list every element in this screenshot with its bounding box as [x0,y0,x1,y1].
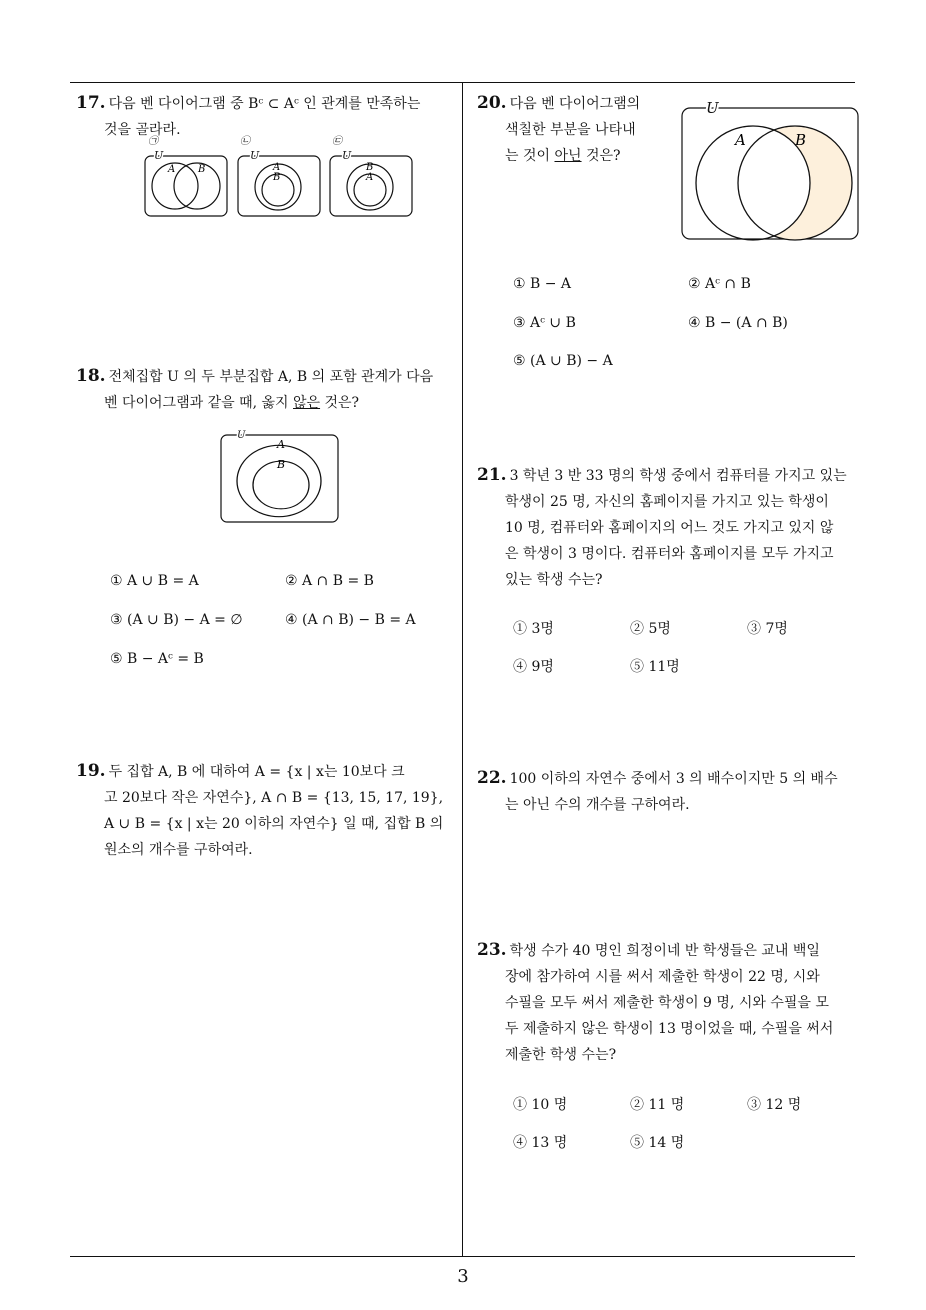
label-b: B [795,131,807,149]
label-a: A [735,131,746,149]
question-text: 학생 수가 40 명인 희정이네 반 학생들은 교내 백일 [509,943,820,959]
label-u: U [250,149,260,162]
question-text: 학생이 25 명, 자신의 홈페이지를 가지고 있는 학생이 [505,494,829,510]
label-a: A [168,164,176,175]
q20-venn-diagram [681,98,859,243]
label-b: B [277,458,286,471]
set-b-circle [174,163,220,209]
option-1[interactable]: ① 3명 [513,621,554,637]
emphasis-underline: 아닌 [554,148,582,164]
question-text: 두 집합 A, B 에 대하여 A = {x | x는 10보다 크 [108,764,405,780]
emphasis-underline: 않은 [293,395,321,411]
option-3[interactable]: ③ 7명 [747,621,788,637]
question-text: 전체집합 U 의 두 부분집합 A, B 의 포함 관계가 다음 [108,369,434,385]
label-u: U [237,430,246,441]
question-number: 19. [76,761,106,781]
page-number: 3 [457,1266,469,1287]
option-4[interactable]: ④ 13 명 [513,1135,568,1151]
question-text: 제출한 학생 수는? [505,1047,617,1063]
question-number: 18. [76,366,106,386]
question-number: 22. [477,768,507,788]
question-text: 두 제출하지 않은 학생이 13 명이었을 때, 수필을 써서 [505,1021,834,1037]
question-text: 있는 학생 수는? [505,572,603,588]
universal-set-box [145,156,227,216]
option-2[interactable]: ② 5명 [630,621,671,637]
question-text: 것을 골라라. [104,122,181,138]
option-2[interactable]: ② A ∩ B = B [285,573,374,589]
question-number: 17. [76,93,106,113]
question-20 [477,90,667,169]
label-a: A [277,438,285,451]
option-5[interactable]: ⑤ 11명 [630,659,680,675]
q17-venn-diagrams [140,130,430,225]
question-text: 색칠한 부분을 나타내 [505,122,636,138]
question-text: 것은? [581,148,621,164]
option-5[interactable]: ⑤ B − Aᶜ = B [110,651,204,667]
question-text: A ∪ B = {x | x는 20 이하의 자연수} 일 때, 집합 B 의 [104,816,444,832]
question-text: 은 학생이 3 명이다. 컴퓨터와 홈페이지를 모두 가지고 [505,546,834,562]
option-2[interactable]: ② 11 명 [630,1097,685,1113]
question-number: 20. [477,93,507,113]
label-a: A [273,162,281,173]
label-a: A [366,172,374,183]
option-1[interactable]: ① B − A [513,276,572,292]
question-text: 는 것이 [505,148,555,164]
bottom-rule [70,1256,855,1257]
question-text: 수필을 모두 써서 제출한 학생이 9 명, 시와 수필을 모 [505,995,829,1011]
question-19 [76,758,458,863]
choice-mark: ㉠ [148,136,158,147]
option-3[interactable]: ③ 12 명 [747,1097,802,1113]
option-5[interactable]: ⑤ 14 명 [630,1135,685,1151]
label-u: U [342,149,352,162]
label-b: B [366,162,374,173]
question-text: 장에 참가하여 시를 써서 제출한 학생이 22 명, 시와 [505,969,820,985]
question-text: 고 20보다 작은 자연수}, A ∩ B = {13, 15, 17, 19}, [104,790,444,806]
column-divider [462,82,463,1257]
question-number: 23. [477,940,507,960]
question-number: 21. [477,465,507,485]
label-b: B [198,164,206,175]
option-4[interactable]: ④ 9명 [513,659,554,675]
q18-venn-diagram [220,430,340,525]
option-3[interactable]: ③ (A ∪ B) − A = ∅ [110,612,243,628]
question-23 [477,937,862,1068]
option-3[interactable]: ③ Aᶜ ∪ B [513,315,576,331]
question-text: 는 아닌 수의 개수를 구하여라. [505,797,690,813]
question-text: 10 명, 컴퓨터와 홈페이지의 어느 것도 가지고 있지 않 [505,520,834,536]
option-4[interactable]: ④ (A ∩ B) − B = A [285,612,416,628]
question-text: 다음 벤 다이어그램 중 Bᶜ ⊂ Aᶜ 인 관계를 만족하는 [108,96,421,112]
option-4[interactable]: ④ B − (A ∩ B) [688,315,788,331]
question-22 [477,765,862,818]
question-text: 것은? [320,395,360,411]
choice-mark: ㉢ [332,136,342,147]
label-b: B [273,172,281,183]
option-5[interactable]: ⑤ (A ∪ B) − A [513,353,613,369]
label-u: U [706,99,719,117]
question-text: 100 이하의 자연수 중에서 3 의 배수이지만 5 의 배수 [509,771,838,787]
question-text: 원소의 개수를 구하여라. [104,842,253,858]
choice-mark: ㉡ [240,136,250,147]
question-18 [76,363,456,416]
option-2[interactable]: ② Aᶜ ∩ B [688,276,751,292]
question-text: 다음 벤 다이어그램의 [509,96,641,112]
question-21 [477,462,862,593]
option-1[interactable]: ① 10 명 [513,1097,568,1113]
option-1[interactable]: ① A ∪ B = A [110,573,199,589]
question-text: 벤 다이어그램과 같을 때, 옳지 [104,395,293,411]
label-u: U [154,149,164,162]
question-text: 3 학년 3 반 33 명의 학생 중에서 컴퓨터를 가지고 있는 [509,468,847,484]
